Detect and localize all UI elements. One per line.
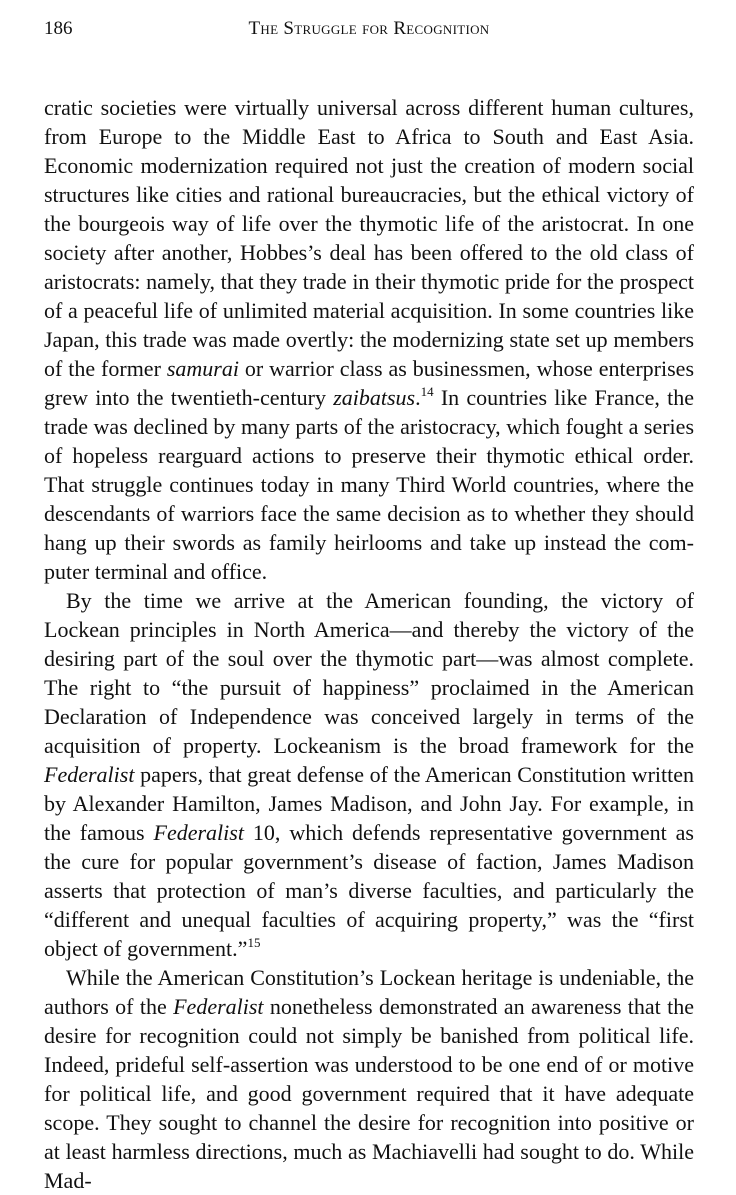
text-run: nonetheless demonstrated an awareness that the desire for recognition could not simply be banished from political life. Indeed, prideful self-assertion was understood to be one end of or motive for political life, and good government required that it have adequate scope. They sought to channel the desire for recognition into positive or at least harmless directions, much as Machiavelli had sought to do. While Mad- bbox=[44, 994, 695, 1193]
italic-text: Federalist bbox=[44, 762, 135, 787]
italic-text: Federalist bbox=[153, 820, 244, 845]
italic-text: zaibatsus bbox=[333, 385, 416, 410]
text-run: While the American Constitution’s Lockean heritage is undeniable, the authors of the bbox=[44, 965, 694, 1019]
text-run: cratic societies were virtually universal across different human cultures, from Europe to the Middle East to Africa to South and East Asia. Economic modernization required not just the creation of modern social structures like cities and rational bureaucracies, but the ethical victory of the bourgeois way of life over the thymotic life of the aristocrat. In one society after another, Hobbes’s deal has been offered to the old class of aristocrats: namely, that they trade in their thymotic pride for the prospect of a peaceful life of unlimited material acquisition. In some countries like Japan, this trade was made overtly: the modernizing state set up members of the former bbox=[44, 95, 694, 381]
text-run: or warrior class as businessmen, whose enterprises grew into the twentieth-century bbox=[44, 356, 695, 410]
text-run: . bbox=[415, 385, 421, 410]
italic-text: Federalist bbox=[173, 994, 264, 1019]
paragraph-continued bbox=[44, 93, 694, 586]
italic-text: samurai bbox=[166, 356, 239, 381]
text-run: By the time we arrive at the American founding, the victory of Lockean principles in North America—and thereby the victory of the desiring part of the soul over the thymotic part—was almost complete. The right to “the pursuit of happiness” proclaimed in the American Declaration of Independence was conceived largely in terms of the acquisition of property. Lockeanism is the broad framework for the bbox=[44, 588, 694, 758]
text-run: In countries like France, the trade was declined by many parts of the aristocracy, which fought a series of hopeless rearguard actions to preserve their thymotic ethical order. That struggle continues today in many Third World countries, where the descendants of warriors face the same decision as to whether they should hang up their swords as family heirlooms and take up instead the computer terminal and office. bbox=[44, 385, 694, 584]
footnote-reference: 14 bbox=[420, 384, 434, 399]
running-head bbox=[44, 14, 694, 44]
text-run: 10, which defends representative government as the cure for popular government’s disease of faction, James Madison asserts that protection of man’s diverse faculties, and particularly the “different and unequal faculties of acquiring property,” was the “first object of government.” bbox=[44, 820, 694, 961]
text-run: papers, that great defense of the American Constitution written by Alexander Hamilton, James Madison, and John Jay. For example, in the famous bbox=[44, 762, 694, 845]
running-title: The Struggle for Recognition bbox=[248, 18, 490, 39]
book-page bbox=[44, 14, 694, 1195]
footnote-reference: 15 bbox=[247, 935, 261, 950]
paragraph-constitution-heritage bbox=[44, 963, 694, 1195]
page-number: 186 bbox=[44, 18, 73, 39]
paragraph-american-founding bbox=[44, 586, 694, 963]
body-text bbox=[44, 93, 694, 1195]
